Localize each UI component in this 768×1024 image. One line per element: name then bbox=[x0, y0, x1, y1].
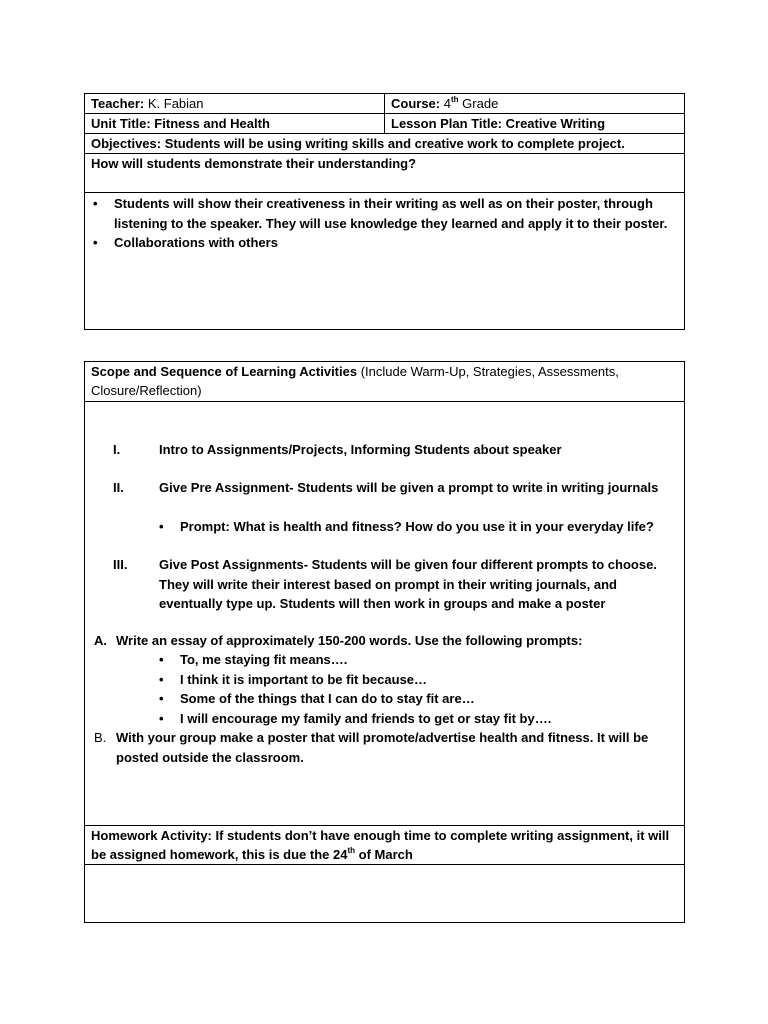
list-item: • I think it is important to be fit because… bbox=[159, 671, 428, 687]
list-item: • Collaborations with others bbox=[91, 233, 678, 253]
teacher-cell bbox=[85, 94, 385, 114]
list-item: • Some of the things that I can do to stay fit are… bbox=[159, 691, 475, 706]
prompt-text: Prompt: What is health and fitness? How do you use it in your everyday life? bbox=[180, 519, 654, 534]
step-text: Give Pre Assignment- Students will be given a prompt to write in writing journals bbox=[159, 480, 659, 495]
course-suffix: th bbox=[450, 94, 459, 104]
step-numeral: III. bbox=[113, 557, 128, 572]
course-number: 4 bbox=[443, 96, 451, 111]
course-grade: Grade bbox=[462, 96, 499, 111]
homework-date-suffix: th bbox=[347, 845, 356, 855]
part-a-prompts bbox=[159, 650, 679, 728]
homework-activity bbox=[85, 826, 685, 865]
objectives: Objectives: Students will be using writing skills and creative work to complete project. bbox=[85, 134, 685, 154]
homework-text-end: of March bbox=[358, 847, 413, 862]
demonstrate-list bbox=[91, 194, 678, 253]
part-text: Write an essay of approximately 150-200 words. Use the following prompts: bbox=[116, 633, 583, 648]
bullet-icon: • bbox=[159, 710, 164, 726]
activities-cell bbox=[85, 402, 685, 826]
step-text: Give Post Assignments- Students will be given four different prompts to choose. They will write their interest based on prompt in their writing journals, and eventually type up. Students will then work in groups and make a poster bbox=[159, 557, 657, 611]
list-item: • I will encourage my family and friends to get or stay fit by…. bbox=[159, 710, 552, 726]
part-letter: B. bbox=[94, 730, 107, 745]
list-item: • Students will show their creativeness in their writing as well as on their poster, through listening to the speaker. They will use knowledge they learned and apply it to their poster. bbox=[91, 194, 678, 233]
course-label: Course: bbox=[391, 96, 441, 111]
scope-heading-cell bbox=[85, 362, 685, 402]
demonstrate-answer-cell bbox=[85, 193, 685, 330]
teacher-label: Teacher: bbox=[91, 96, 145, 111]
teacher-value: K. Fabian bbox=[147, 96, 204, 111]
step-numeral: I. bbox=[113, 442, 121, 457]
unit-title: Unit Title: Fitness and Health bbox=[85, 114, 385, 134]
bullet-icon: • bbox=[159, 652, 164, 667]
demonstrate-question: How will students demonstrate their understanding? bbox=[85, 154, 685, 193]
learning-activities-table bbox=[84, 361, 685, 923]
step-numeral: II. bbox=[113, 480, 124, 495]
scope-title-note: (Include Warm-Up, Strategies, Assessments, Closure/Reflection) bbox=[91, 364, 619, 398]
bullet-icon: • bbox=[159, 691, 164, 706]
lesson-header-table bbox=[84, 93, 685, 330]
empty-cell bbox=[85, 865, 685, 923]
course-cell bbox=[385, 94, 685, 114]
scope-title: Scope and Sequence of Learning Activities bbox=[91, 364, 358, 379]
part-text: With your group make a poster that will promote/advertise health and fitness. It will be posted outside the classroom. bbox=[116, 730, 649, 765]
part-letter: A. bbox=[94, 633, 107, 648]
bullet-icon: • bbox=[159, 519, 164, 534]
lesson-plan-title: Lesson Plan Title: Creative Writing bbox=[385, 114, 685, 134]
list-item: • To, me staying fit means…. bbox=[159, 652, 348, 667]
bullet-icon: • bbox=[159, 671, 164, 687]
homework-text: Homework Activity: If students don’t have enough time to complete writing assignment, it will be assigned homework, this is due the 24 bbox=[91, 828, 670, 862]
step-text: Intro to Assignments/Projects, Informing Students about speaker bbox=[159, 442, 562, 457]
